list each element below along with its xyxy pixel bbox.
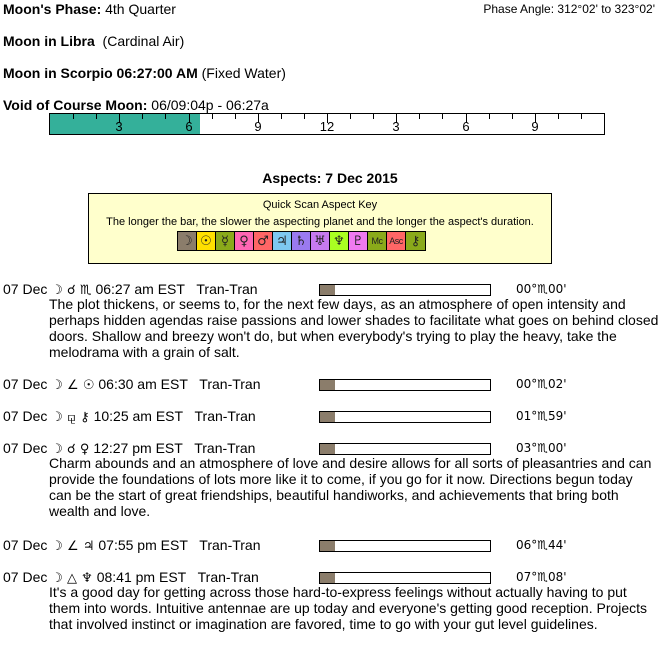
timeline-minor-tick [442, 114, 443, 119]
aspect-type: Tran-Tran [199, 376, 261, 392]
timeline-minor-tick [419, 114, 420, 119]
aspect-key-glyphs [177, 231, 426, 251]
timeline-hour-label: 9 [254, 119, 262, 134]
moon-in-scorpio [3, 65, 286, 81]
aspect-date: 07 Dec [3, 569, 48, 585]
timeline-minor-tick [281, 114, 282, 119]
timeline-minor-tick [512, 114, 513, 119]
aspect-duration-fill [320, 444, 335, 454]
timeline-hour-label: 9 [531, 119, 539, 134]
midheaven-icon: Mc [368, 232, 387, 250]
pluto-icon: ♇ [349, 232, 368, 250]
aspect-duration-fill [320, 541, 335, 551]
aspect-row [3, 408, 256, 425]
timeline-minor-tick [165, 114, 166, 119]
moon-libra-value: (Cardinal Air) [102, 33, 185, 49]
aspect-type: Tran-Tran [194, 408, 256, 424]
aspect-degree: 03°♏00' [516, 441, 567, 455]
aspect-key-box [88, 193, 552, 264]
timeline-hour-label: 6 [185, 119, 193, 134]
aspect-type: Tran-Tran [194, 440, 256, 456]
aspect-duration-fill [320, 285, 335, 295]
timeline-minor-tick [212, 114, 213, 119]
aspect-symbols: ☽ ⚼ ⚷ [51, 410, 90, 425]
timeline-minor-tick [304, 114, 305, 119]
moon-scorpio-value: (Fixed Water) [201, 65, 286, 81]
void-of-course-timeline [49, 113, 605, 135]
timeline-minor-tick [489, 114, 490, 119]
aspect-duration-fill [320, 412, 335, 422]
aspect-symbols: ☽ ☌ ♏ [51, 283, 92, 298]
saturn-icon: ♄ [292, 232, 311, 250]
timeline-minor-tick [350, 114, 351, 119]
timeline-minor-tick [96, 114, 97, 119]
aspect-date: 07 Dec [3, 537, 48, 553]
jupiter-icon: ♃ [273, 232, 292, 250]
voc-label: Void of Course Moon: [3, 97, 148, 113]
aspect-duration-bar [319, 411, 491, 423]
aspect-degree: 00°♏00' [516, 282, 567, 296]
timeline-hour-label: 12 [319, 119, 335, 134]
aspect-time: 10:25 am EST [93, 408, 184, 424]
aspect-time: 08:41 pm EST [96, 569, 187, 585]
timeline-minor-tick [581, 114, 582, 119]
ascendant-icon: Asc [387, 232, 406, 250]
aspect-degree: 07°♏08' [516, 570, 567, 584]
timeline-minor-tick [373, 114, 374, 119]
voc-value: 06/09:04p - 06:27a [151, 97, 269, 113]
aspect-row [3, 376, 261, 393]
aspect-duration-fill [320, 380, 335, 390]
timeline-minor-tick [558, 114, 559, 119]
aspect-interpretation: Charm abounds and an atmosphere of love and desire allows for all sorts of pleasantries and can provide the foundations of lots more like it to come, if you go for it now. Directions begun today can be the start of great friendships, beautiful handiworks, and achievements that bring both wealth and love. [49, 455, 652, 519]
aspect-symbols: ☽ ∠ ☉ [51, 378, 95, 393]
moon-phase-value: 4th Quarter [105, 1, 176, 17]
aspect-interpretation: The plot thickens, or seems to, for the next few days, as an atmosphere of open intensity and perhaps hidden agendas raise passions and lower shades to facilitate what goes on behind closed doors. Shallow and breezy won't do, but when everybody's trying to play the heavy, take the melodrama with a grain of salt. [49, 296, 659, 360]
aspect-date: 07 Dec [3, 440, 48, 456]
phase-angle: Phase Angle: 312°02' to 323°02' [483, 2, 655, 16]
aspect-time: 06:27 am EST [95, 281, 185, 297]
aspect-degree: 06°♏44' [516, 538, 567, 552]
aspects-title: Aspects: 7 Dec 2015 [262, 170, 398, 186]
aspect-duration-bar [319, 443, 491, 455]
timeline-minor-tick [73, 114, 74, 119]
aspect-interpretation: It's a good day for getting across those hard-to-express feelings without actually having to put them into words. Intuitive antennae are up today and everyone's getting good reception. Projects that involved instinct or imagination are favored, time to go with your gut level guidelines. [49, 584, 648, 632]
venus-icon: ♀ [235, 232, 254, 250]
aspect-symbols: ☽ △ ♆ [51, 571, 93, 586]
moon-icon: ☽ [178, 232, 197, 250]
timeline-hour-label: 3 [115, 119, 123, 134]
aspect-date: 07 Dec [3, 281, 48, 297]
mars-icon: ♂ [254, 232, 273, 250]
timeline-hour-label: 6 [462, 119, 470, 134]
moon-phase-label: Moon's Phase: [3, 1, 102, 17]
aspect-degree: 01°♏59' [516, 409, 567, 423]
uranus-icon: ♅ [311, 232, 330, 250]
aspect-symbols: ☽ ☌ ♀ [51, 442, 90, 457]
aspect-type: Tran-Tran [199, 537, 261, 553]
aspect-symbols: ☽ ∠ ♃ [51, 539, 95, 554]
timeline-minor-tick [142, 114, 143, 119]
moon-scorpio-label: Moon in Scorpio 06:27:00 AM [3, 65, 198, 81]
aspect-type: Tran-Tran [197, 569, 259, 585]
aspect-type: Tran-Tran [196, 281, 258, 297]
aspect-time: 12:27 pm EST [93, 440, 183, 456]
aspect-key-title: Quick Scan Aspect Key [262, 199, 378, 211]
aspect-duration-fill [320, 573, 335, 583]
moon-in-libra [3, 33, 184, 49]
aspect-date: 07 Dec [3, 376, 48, 392]
moon-libra-label: Moon in Libra [3, 33, 95, 49]
aspect-row [3, 537, 261, 554]
moon-phase [3, 1, 176, 17]
sun-icon: ☉ [197, 232, 216, 250]
aspect-key-description: The longer the bar, the slower the aspecting planet and the longer the aspect's duration. [106, 216, 534, 228]
aspect-degree: 00°♏02' [516, 377, 567, 391]
aspect-time: 06:30 am EST [98, 376, 188, 392]
timeline-hour-label: 3 [392, 119, 400, 134]
chiron-icon: ⚷ [406, 232, 425, 250]
aspect-duration-bar [319, 379, 491, 391]
void-of-course [3, 97, 269, 113]
timeline-minor-tick [235, 114, 236, 119]
aspect-time: 07:55 pm EST [98, 537, 188, 553]
neptune-icon: ♆ [330, 232, 349, 250]
aspect-duration-bar [319, 540, 491, 552]
mercury-icon: ☿ [216, 232, 235, 250]
aspect-duration-bar [319, 572, 491, 584]
aspect-duration-bar [319, 284, 491, 296]
aspect-date: 07 Dec [3, 408, 48, 424]
